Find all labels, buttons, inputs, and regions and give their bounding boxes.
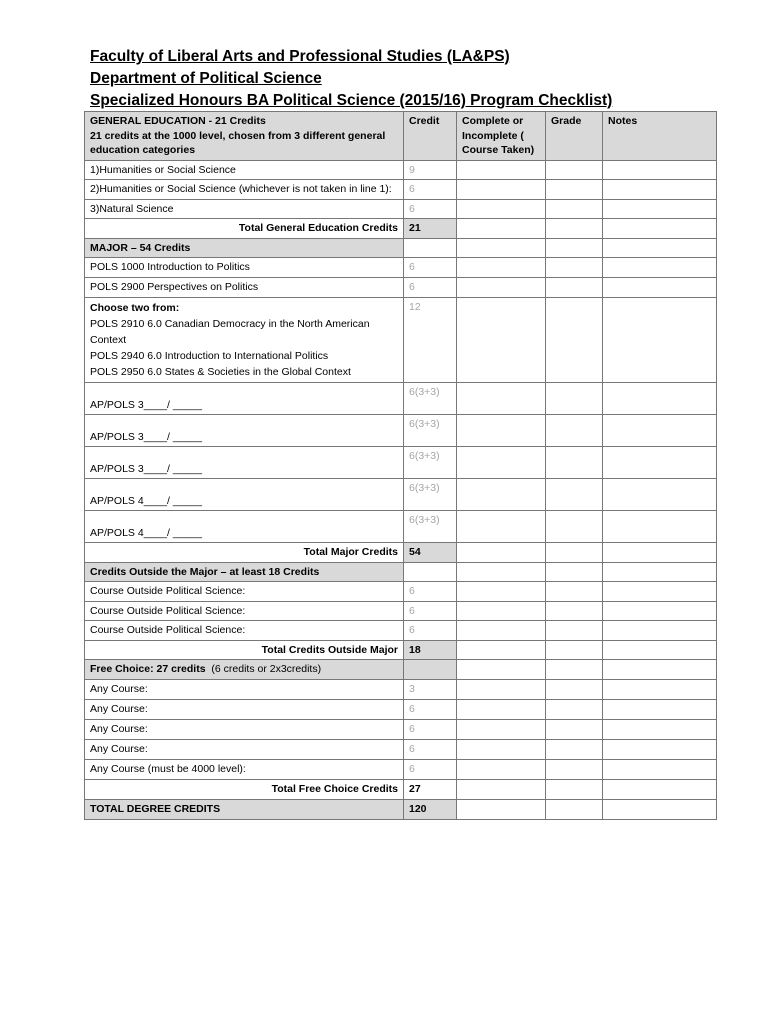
empty-cell (603, 799, 717, 819)
credit-value: 6 (404, 621, 457, 641)
grade-cell[interactable] (546, 258, 603, 278)
total-value: 54 (404, 543, 457, 563)
complete-cell[interactable] (457, 383, 546, 415)
major-total-row (85, 543, 717, 563)
total-value: 120 (404, 799, 457, 819)
table-row (85, 199, 717, 219)
empty-cell (404, 562, 457, 582)
empty-cell (546, 799, 603, 819)
credit-value: 6(3+3) (404, 511, 457, 543)
total-label: Total General Education Credits (85, 219, 404, 239)
table-row (85, 479, 717, 511)
table-row (85, 278, 717, 298)
grade-cell[interactable] (546, 479, 603, 511)
course-label: AP/POLS 4____/ _____ (85, 511, 404, 543)
empty-cell (404, 660, 457, 680)
course-label: Course Outside Political Science: (85, 621, 404, 641)
credit-column-header: Credit (404, 112, 457, 161)
grade-cell[interactable] (546, 759, 603, 779)
credit-value: 6 (404, 759, 457, 779)
complete-cell[interactable] (457, 582, 546, 602)
notes-cell[interactable] (603, 383, 717, 415)
grade-cell[interactable] (546, 160, 603, 180)
notes-cell[interactable] (603, 160, 717, 180)
table-row (85, 415, 717, 447)
empty-cell (546, 640, 603, 660)
free-choice-total-row (85, 779, 717, 799)
option-item: POLS 2940 6.0 Introduction to International Politics (90, 350, 329, 362)
course-label: Course Outside Political Science: (85, 601, 404, 621)
total-label: Total Free Choice Credits (85, 779, 404, 799)
notes-cell[interactable] (603, 479, 717, 511)
empty-cell (603, 779, 717, 799)
complete-cell[interactable] (457, 479, 546, 511)
grade-cell[interactable] (546, 278, 603, 298)
free-choice-section-row (85, 660, 717, 680)
outside-section-row (85, 562, 717, 582)
table-row (85, 699, 717, 719)
grade-cell[interactable] (546, 739, 603, 759)
option-item: POLS 2910 6.0 Canadian Democracy in the North American Context (90, 318, 370, 346)
gen-ed-title: GENERAL EDUCATION - 21 Credits (90, 115, 266, 127)
table-row (85, 383, 717, 415)
total-label: Total Credits Outside Major (85, 640, 404, 660)
document-heading (90, 46, 730, 112)
course-label: Any Course (must be 4000 level): (85, 759, 404, 779)
table-row (85, 759, 717, 779)
table-row (85, 447, 717, 479)
credit-value: 6 (404, 601, 457, 621)
grade-cell[interactable] (546, 582, 603, 602)
credit-value: 3 (404, 679, 457, 699)
complete-cell[interactable] (457, 699, 546, 719)
faculty-title: Faculty of Liberal Arts and Professional Studies (LA&PS) (90, 48, 510, 65)
empty-cell (546, 660, 603, 680)
complete-cell[interactable] (457, 180, 546, 200)
empty-cell (603, 219, 717, 239)
complete-cell[interactable] (457, 739, 546, 759)
notes-cell[interactable] (603, 511, 717, 543)
empty-cell (546, 219, 603, 239)
gen-ed-total-row (85, 219, 717, 239)
gen-ed-header-cell (85, 112, 404, 161)
credit-value: 6 (404, 180, 457, 200)
complete-cell[interactable] (457, 719, 546, 739)
empty-cell (457, 562, 546, 582)
credit-value: 6 (404, 719, 457, 739)
table-row (85, 511, 717, 543)
notes-cell[interactable] (603, 258, 717, 278)
grade-cell[interactable] (546, 447, 603, 479)
complete-cell[interactable] (457, 258, 546, 278)
complete-cell[interactable] (457, 511, 546, 543)
credit-value: 9 (404, 160, 457, 180)
section-title: MAJOR – 54 Credits (85, 238, 404, 258)
empty-cell (546, 562, 603, 582)
credit-value: 6 (404, 258, 457, 278)
empty-cell (603, 238, 717, 258)
course-label: Any Course: (85, 679, 404, 699)
table-row (85, 582, 717, 602)
choose-two-title: Choose two from: (90, 302, 180, 314)
complete-cell[interactable] (457, 679, 546, 699)
empty-cell (603, 660, 717, 680)
empty-cell (603, 562, 717, 582)
empty-cell (457, 640, 546, 660)
notes-cell[interactable] (603, 759, 717, 779)
table-row (85, 679, 717, 699)
total-value: 18 (404, 640, 457, 660)
header-row (85, 112, 717, 161)
notes-cell[interactable] (603, 679, 717, 699)
complete-cell[interactable] (457, 415, 546, 447)
complete-cell[interactable] (457, 621, 546, 641)
credit-value: 6(3+3) (404, 447, 457, 479)
total-value: 27 (404, 779, 457, 799)
grade-cell[interactable] (546, 511, 603, 543)
empty-cell (546, 779, 603, 799)
credit-value: 6 (404, 739, 457, 759)
course-label: Any Course: (85, 719, 404, 739)
grade-cell[interactable] (546, 679, 603, 699)
table-row (85, 739, 717, 759)
notes-cell[interactable] (603, 447, 717, 479)
notes-cell[interactable] (603, 601, 717, 621)
program-checklist-table (84, 111, 717, 820)
notes-cell[interactable] (603, 180, 717, 200)
credit-value: 6(3+3) (404, 415, 457, 447)
notes-cell[interactable] (603, 298, 717, 383)
complete-cell[interactable] (457, 601, 546, 621)
notes-cell[interactable] (603, 278, 717, 298)
credit-value: 6(3+3) (404, 383, 457, 415)
grade-cell[interactable] (546, 601, 603, 621)
notes-cell[interactable] (603, 582, 717, 602)
complete-cell[interactable] (457, 160, 546, 180)
complete-cell[interactable] (457, 298, 546, 383)
empty-cell (457, 219, 546, 239)
grade-cell[interactable] (546, 383, 603, 415)
notes-cell[interactable] (603, 621, 717, 641)
notes-column-header: Notes (603, 112, 717, 161)
complete-cell[interactable] (457, 447, 546, 479)
empty-cell (404, 238, 457, 258)
empty-cell (457, 238, 546, 258)
course-label: Any Course: (85, 739, 404, 759)
grade-cell[interactable] (546, 699, 603, 719)
option-item: POLS 2950 6.0 States & Societies in the Global Context (90, 366, 351, 378)
credit-value: 6 (404, 582, 457, 602)
complete-cell[interactable] (457, 759, 546, 779)
section-title: Credits Outside the Major – at least 18 Credits (85, 562, 404, 582)
credit-value: 6 (404, 278, 457, 298)
grade-cell[interactable] (546, 180, 603, 200)
program-title: Specialized Honours BA Political Science (2015/16) Program Checklist) (90, 92, 613, 109)
table-row (85, 621, 717, 641)
complete-cell[interactable] (457, 278, 546, 298)
grade-cell[interactable] (546, 719, 603, 739)
notes-cell[interactable] (603, 739, 717, 759)
credit-value: 12 (404, 298, 457, 383)
empty-cell (457, 543, 546, 563)
course-label: Course Outside Political Science: (85, 582, 404, 602)
complete-cell[interactable] (457, 199, 546, 219)
notes-cell[interactable] (603, 699, 717, 719)
notes-cell[interactable] (603, 199, 717, 219)
grade-column-header: Grade (546, 112, 603, 161)
gen-ed-subtitle: 21 credits at the 1000 level, chosen from 3 different general education categories (90, 129, 386, 156)
empty-cell (457, 799, 546, 819)
course-label: AP/POLS 3____/ _____ (85, 415, 404, 447)
table-row (85, 160, 717, 180)
table-row (85, 601, 717, 621)
grade-cell[interactable] (546, 298, 603, 383)
total-label: TOTAL DEGREE CREDITS (85, 799, 404, 819)
course-label: 1)Humanities or Social Science (85, 160, 404, 180)
outside-total-row (85, 640, 717, 660)
choose-two-cell (85, 298, 404, 383)
credit-value: 6(3+3) (404, 479, 457, 511)
total-label: Total Major Credits (85, 543, 404, 563)
major-section-row (85, 238, 717, 258)
grade-cell[interactable] (546, 415, 603, 447)
free-choice-title-cell (85, 660, 404, 680)
empty-cell (546, 238, 603, 258)
empty-cell (603, 543, 717, 563)
course-label: 3)Natural Science (85, 199, 404, 219)
course-label: 2)Humanities or Social Science (whichever is not taken in line 1): (85, 180, 404, 200)
empty-cell (546, 543, 603, 563)
table-row (85, 180, 717, 200)
table-row (85, 258, 717, 278)
choose-two-row (85, 298, 717, 383)
credit-value: 6 (404, 699, 457, 719)
notes-cell[interactable] (603, 415, 717, 447)
course-label: POLS 2900 Perspectives on Politics (85, 278, 404, 298)
course-label: Any Course: (85, 699, 404, 719)
table-row (85, 719, 717, 739)
course-label: POLS 1000 Introduction to Politics (85, 258, 404, 278)
grade-cell[interactable] (546, 199, 603, 219)
grade-cell[interactable] (546, 621, 603, 641)
degree-total-row (85, 799, 717, 819)
total-value: 21 (404, 219, 457, 239)
course-label: AP/POLS 3____/ _____ (85, 447, 404, 479)
credit-value: 6 (404, 199, 457, 219)
section-title: Free Choice: 27 credits (90, 663, 206, 675)
empty-cell (603, 640, 717, 660)
complete-column-header: Complete or Incomplete ( Course Taken) (457, 112, 546, 161)
department-title: Department of Political Science (90, 70, 322, 87)
empty-cell (457, 779, 546, 799)
notes-cell[interactable] (603, 719, 717, 739)
course-label: AP/POLS 3____/ _____ (85, 383, 404, 415)
course-label: AP/POLS 4____/ _____ (85, 479, 404, 511)
empty-cell (457, 660, 546, 680)
section-note: (6 credits or 2x3credits) (211, 663, 322, 675)
